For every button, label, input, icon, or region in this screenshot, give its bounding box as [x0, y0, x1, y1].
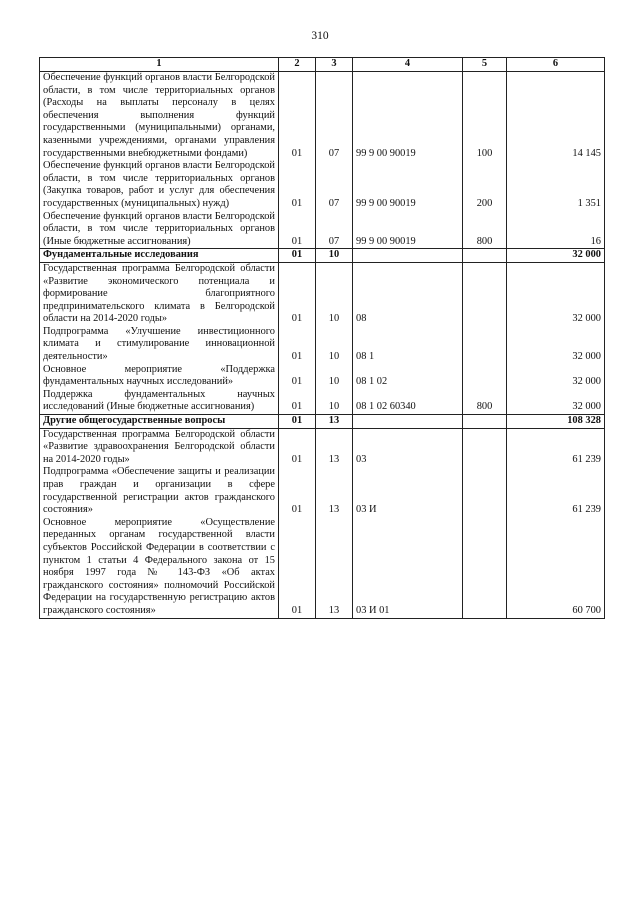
section-row [40, 249, 605, 263]
row-amount: 14 145 [507, 72, 605, 161]
row-target-article: 08 1 [353, 326, 463, 364]
row-section-code: 01 [279, 262, 316, 325]
header-col-4: 4 [353, 58, 463, 72]
section-title: Фундаментальные исследования [40, 249, 279, 263]
row-subsection-code: 13 [316, 517, 353, 618]
row-expense-type [463, 517, 507, 618]
row-description: Подпрограмма «Обеспечение защиты и реализации прав граждан и организации в сфере государственной регистрации актов гражданского состояния» [40, 466, 279, 516]
row-expense-type: 100 [463, 72, 507, 161]
row-target-article [353, 249, 463, 263]
row-description: Поддержка фундаментальных научных исследований (Иные бюджетные ассигнования) [40, 389, 279, 415]
row-target-article: 03 И 01 [353, 517, 463, 618]
row-description: Обеспечение функций органов власти Белгородской области, в том числе территориальных органов (Иные бюджетные ассигнования) [40, 211, 279, 249]
row-expense-type [463, 262, 507, 325]
header-col-5: 5 [463, 58, 507, 72]
row-amount: 61 239 [507, 428, 605, 466]
table-row [40, 326, 605, 364]
row-subsection-code: 10 [316, 326, 353, 364]
table-row [40, 160, 605, 210]
row-target-article [353, 415, 463, 429]
row-subsection-code: 13 [316, 466, 353, 516]
row-target-article: 03 И [353, 466, 463, 516]
row-description: Основное мероприятие «Осуществление переданных органам государственной власти субъектов Российской Федерации в соответствии с пунктом 1 статьи 4 Федерального закона от 15 ноября 1997 года № 143-ФЗ «Об актах гражданского состояния» полномочий Российской Федерации на государственную регистрацию актов гражданского состояния» [40, 517, 279, 618]
row-target-article: 03 [353, 428, 463, 466]
row-section-code: 01 [279, 249, 316, 263]
row-expense-type [463, 249, 507, 263]
table-row [40, 262, 605, 325]
row-target-article: 08 1 02 [353, 364, 463, 389]
table-row [40, 428, 605, 466]
row-amount: 60 700 [507, 517, 605, 618]
row-amount: 32 000 [507, 364, 605, 389]
row-section-code: 01 [279, 72, 316, 161]
section-total: 108 328 [507, 415, 605, 429]
row-target-article: 08 [353, 262, 463, 325]
row-subsection-code: 07 [316, 211, 353, 249]
row-amount: 32 000 [507, 326, 605, 364]
section-row [40, 415, 605, 429]
header-col-3: 3 [316, 58, 353, 72]
row-target-article: 08 1 02 60340 [353, 389, 463, 415]
row-section-code: 01 [279, 160, 316, 210]
row-subsection-code: 13 [316, 428, 353, 466]
row-section-code: 01 [279, 466, 316, 516]
row-expense-type [463, 415, 507, 429]
row-expense-type: 800 [463, 389, 507, 415]
row-amount: 1 351 [507, 160, 605, 210]
row-target-article: 99 9 00 90019 [353, 160, 463, 210]
row-subsection-code: 10 [316, 262, 353, 325]
row-expense-type: 800 [463, 211, 507, 249]
table-row [40, 211, 605, 249]
row-target-article: 99 9 00 90019 [353, 211, 463, 249]
table-row [40, 389, 605, 415]
header-row [40, 58, 605, 72]
row-expense-type: 200 [463, 160, 507, 210]
row-expense-type [463, 364, 507, 389]
header-col-2: 2 [279, 58, 316, 72]
section-title: Другие общегосударственные вопросы [40, 415, 279, 429]
row-target-article: 99 9 00 90019 [353, 72, 463, 161]
header-col-1: 1 [40, 58, 279, 72]
row-subsection-code: 07 [316, 72, 353, 161]
table-row [40, 517, 605, 618]
row-description: Государственная программа Белгородской области «Развитие экономического потенциала и формирование благоприятного предпринимательского климата в Белгородской области на 2014-2020 годы» [40, 262, 279, 325]
row-subsection-code: 10 [316, 389, 353, 415]
header-col-6: 6 [507, 58, 605, 72]
table-row [40, 466, 605, 516]
row-section-code: 01 [279, 389, 316, 415]
row-amount: 32 000 [507, 262, 605, 325]
row-description: Основное мероприятие «Поддержка фундаментальных научных исследований» [40, 364, 279, 389]
row-expense-type [463, 466, 507, 516]
row-subsection-code: 07 [316, 160, 353, 210]
row-subsection-code: 10 [316, 364, 353, 389]
row-section-code: 01 [279, 415, 316, 429]
row-amount: 32 000 [507, 389, 605, 415]
row-expense-type [463, 326, 507, 364]
row-subsection-code: 13 [316, 415, 353, 429]
budget-table [39, 57, 605, 619]
row-amount: 16 [507, 211, 605, 249]
table-row [40, 72, 605, 161]
page-number: 310 [311, 30, 329, 42]
row-subsection-code: 10 [316, 249, 353, 263]
row-description: Обеспечение функций органов власти Белгородской области, в том числе территориальных органов (Расходы на выплаты персоналу в целях обеспечения выполнения функций государственными (муниципальными) органами, казенными учреждениями, органами управления государственными внебюджетными фондами) [40, 72, 279, 161]
row-description: Государственная программа Белгородской области «Развитие здравоохранения Белгородской области на 2014-2020 годы» [40, 428, 279, 466]
row-section-code: 01 [279, 428, 316, 466]
row-section-code: 01 [279, 326, 316, 364]
table-row [40, 364, 605, 389]
row-section-code: 01 [279, 364, 316, 389]
row-description: Обеспечение функций органов власти Белгородской области, в том числе территориальных органов (Закупка товаров, работ и услуг для обеспечения государственных (муниципальных) нужд) [40, 160, 279, 210]
section-total: 32 000 [507, 249, 605, 263]
row-description: Подпрограмма «Улучшение инвестиционного климата и стимулирование инновационной деятельности» [40, 326, 279, 364]
row-section-code: 01 [279, 211, 316, 249]
row-expense-type [463, 428, 507, 466]
row-amount: 61 239 [507, 466, 605, 516]
row-section-code: 01 [279, 517, 316, 618]
